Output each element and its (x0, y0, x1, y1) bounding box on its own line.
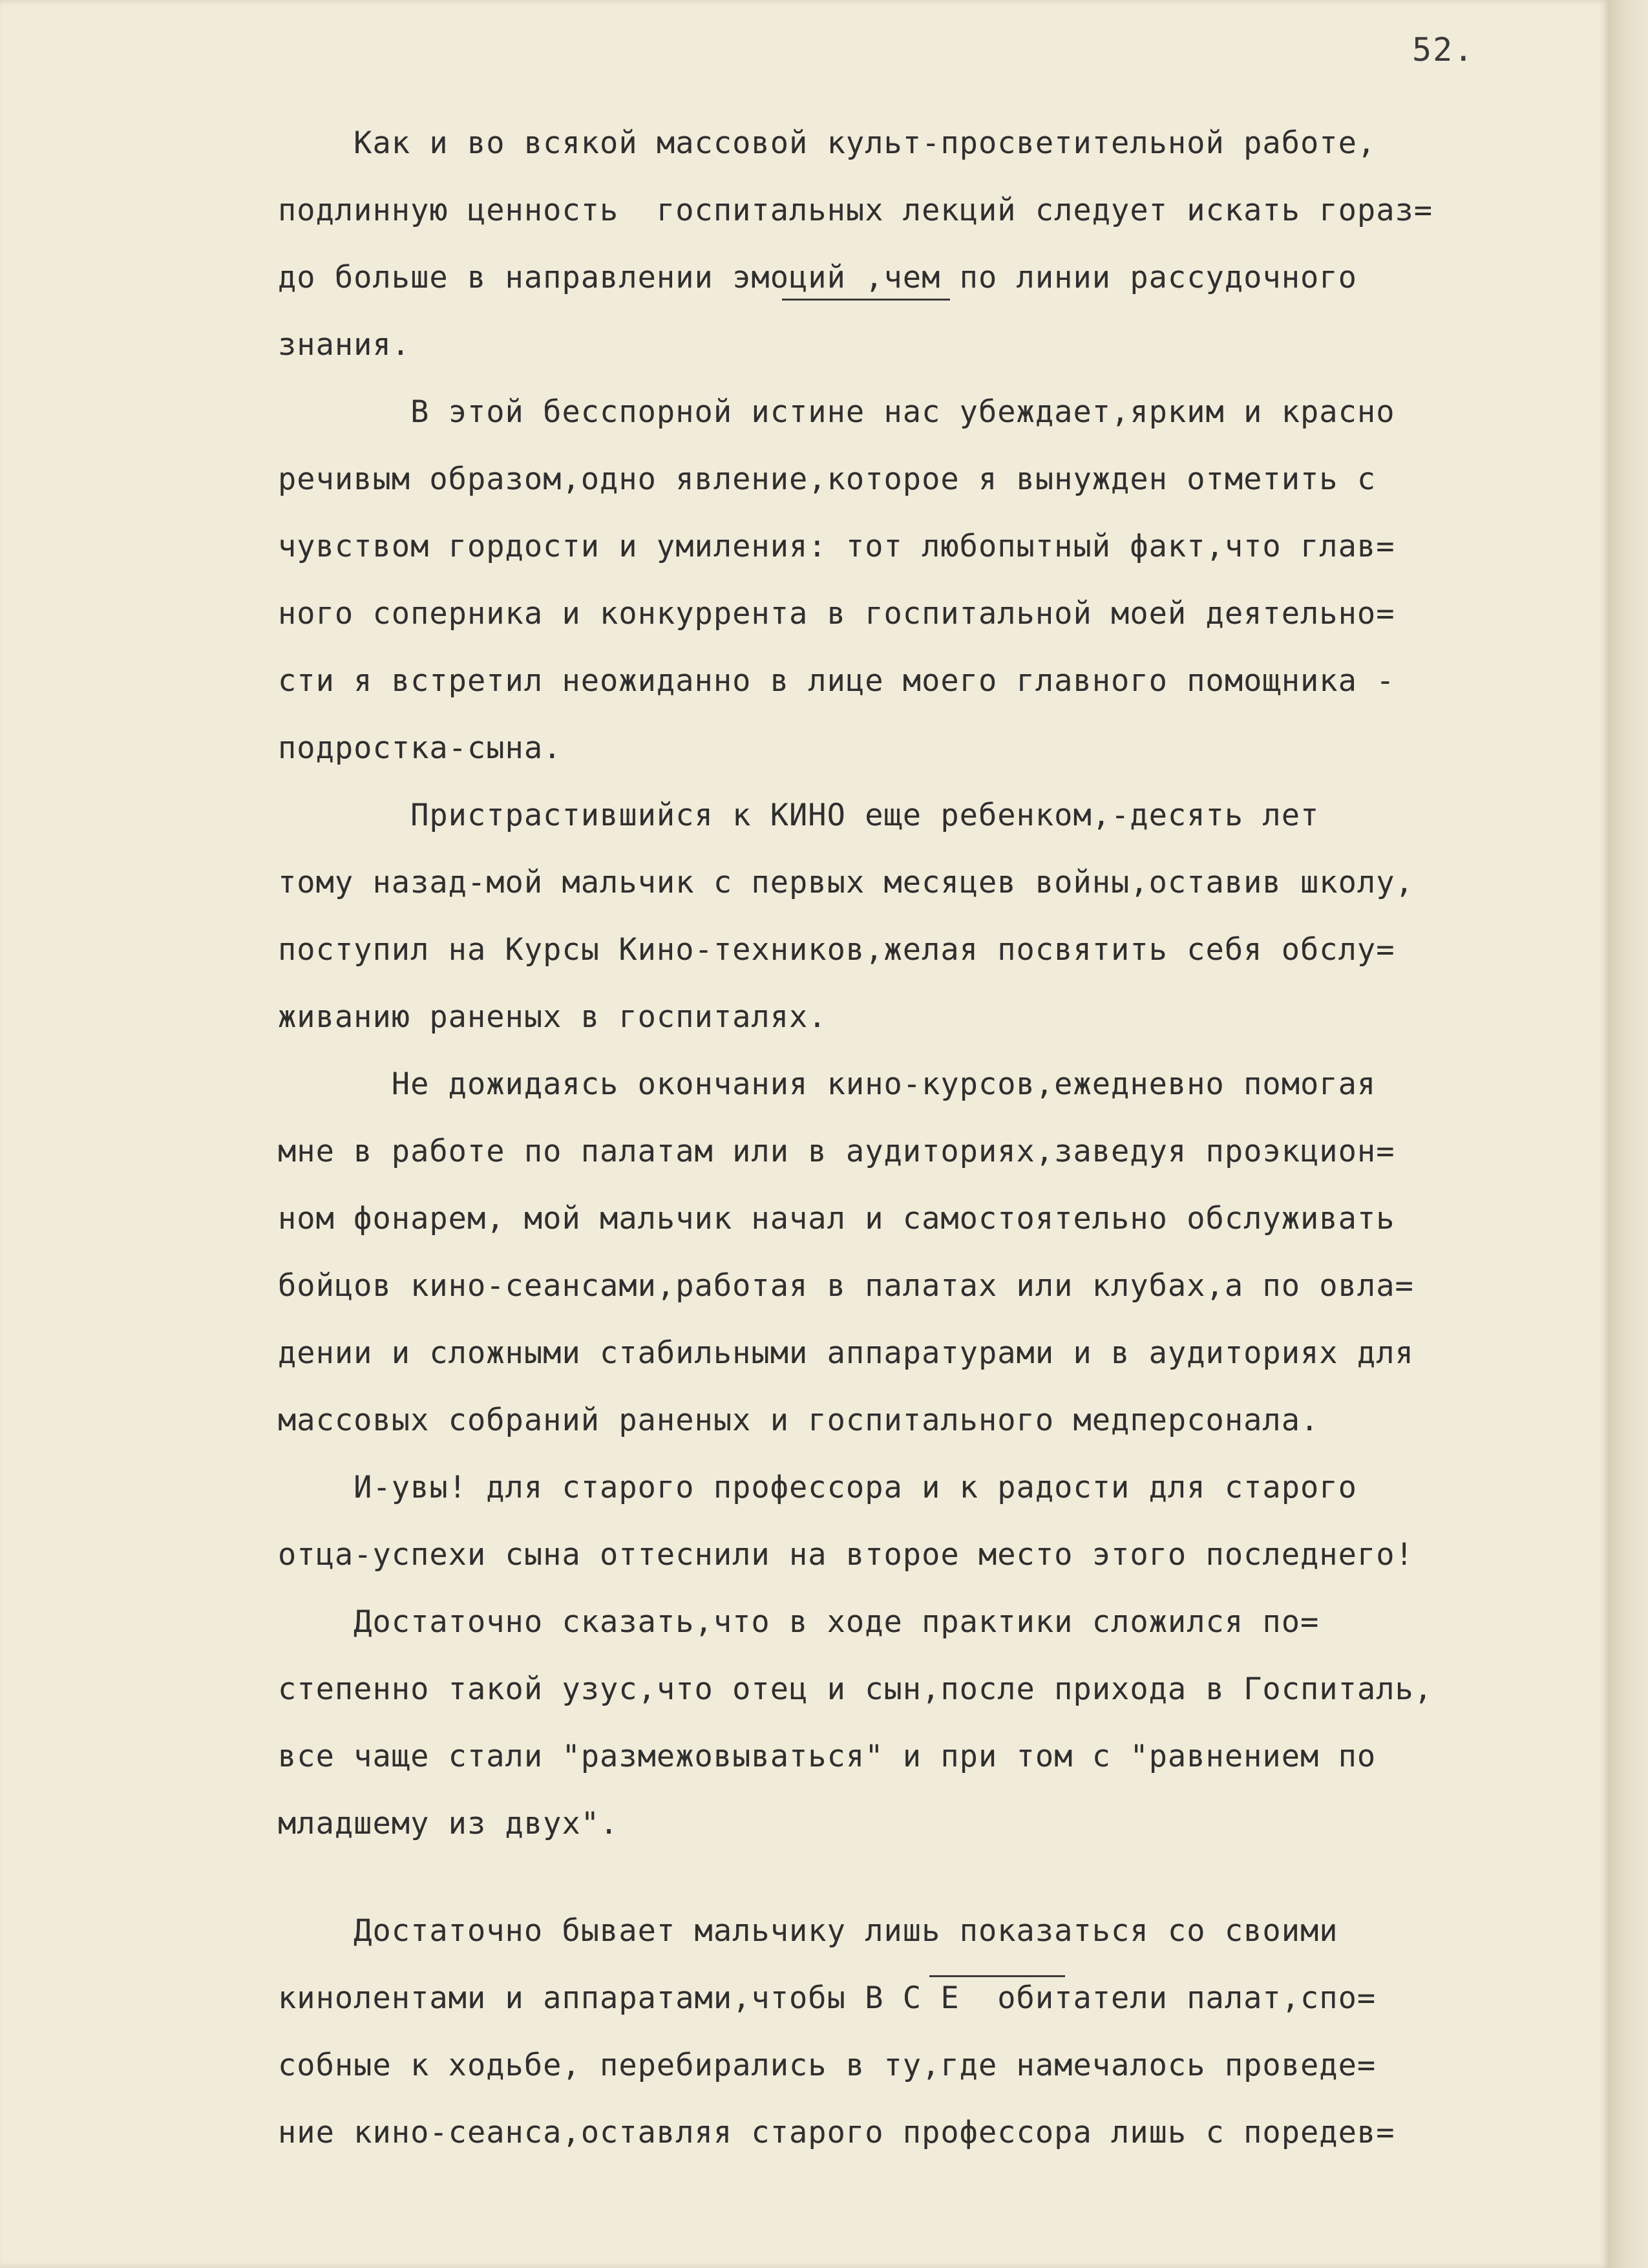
text-line: кинолентами и аппаратами,чтобы В С Е обитатели палат,спо= (278, 1980, 1377, 2016)
text-line: речивым образом,одно явление,которое я вынужден отметить с (278, 461, 1377, 497)
text-line: ного соперника и конкуррента в госпитальной моей деятельно= (278, 596, 1395, 631)
text-line: до больше в направлении эмоций ,чем по линии рассудочного (278, 260, 1357, 295)
text-line: собные к ходьбе, перебирались в ту,где намечалось проведе= (278, 2048, 1377, 2083)
text-line: младшему из двух". (278, 1806, 619, 1841)
text-line: отца-успехи сына оттеснили на второе место этого последнего! (278, 1537, 1414, 1573)
text-line: чувством гордости и умиления: тот любопытный факт,что глав= (278, 529, 1395, 564)
text-line: В этой бесспорной истине нас убеждает,ярким и красно (278, 394, 1395, 430)
text-line: живанию раненых в госпиталях. (278, 999, 827, 1035)
text-line: Достаточно сказать,что в ходе практики сложился по= (278, 1604, 1320, 1640)
text-line: поступил на Курсы Кино-техников,желая посвятить себя обслу= (278, 932, 1395, 968)
typed-text-body (278, 110, 1609, 2167)
underline-emotions (782, 299, 950, 301)
blank-line (278, 1858, 1609, 1898)
text-line: подростка-сына. (278, 730, 562, 766)
text-line: Достаточно бывает мальчику лишь показаться со своими (278, 1913, 1338, 1949)
text-line: массовых собраний раненых и госпитального медперсонала. (278, 1403, 1320, 1438)
text-line: все чаще стали "размежовываться" и при том с "равнением по (278, 1739, 1377, 1774)
text-line: ном фонарем, мой мальчик начал и самостоятельно обслуживать (278, 1201, 1395, 1236)
paper-edge (1609, 0, 1648, 2268)
text-line: мне в работе по палатам или в аудиториях,заведуя проэкцион= (278, 1134, 1395, 1169)
text-line: сти я встретил неожиданно в лице моего главного помощника - (278, 663, 1395, 699)
text-line: подлинную ценность госпитальных лекций следует искать горaз= (278, 193, 1433, 228)
text-line: степенно такой узус,что отец и сын,после прихода в Госпиталь, (278, 1671, 1433, 1707)
text-line: ние кино-сеанса,оставляя старого профессора лишь с поредев= (278, 2115, 1395, 2150)
text-line: Не дожидаясь окончания кино-курсов,ежедневно помогая (278, 1066, 1377, 1102)
page-number: 52. (1412, 31, 1475, 69)
text-line: знания. (278, 327, 411, 363)
text-line: Как и во всякой массовой культ-просветительной работе, (278, 125, 1377, 161)
text-line: Пристрастившийся к КИНО еще ребенком,-десять лет (278, 798, 1320, 833)
underline-vse (929, 1975, 1065, 1977)
text-line: дении и сложными стабильными аппаратурами и в аудиториях для (278, 1335, 1414, 1371)
text-line: бойцов кино-сеансами,работая в палатах или клубах,а по овла= (278, 1268, 1414, 1304)
text-line: И-увы! для старого профессора и к радости для старого (278, 1470, 1357, 1505)
text-line: тому назад-мой мальчик с первых месяцев войны,оставив школу, (278, 865, 1414, 900)
